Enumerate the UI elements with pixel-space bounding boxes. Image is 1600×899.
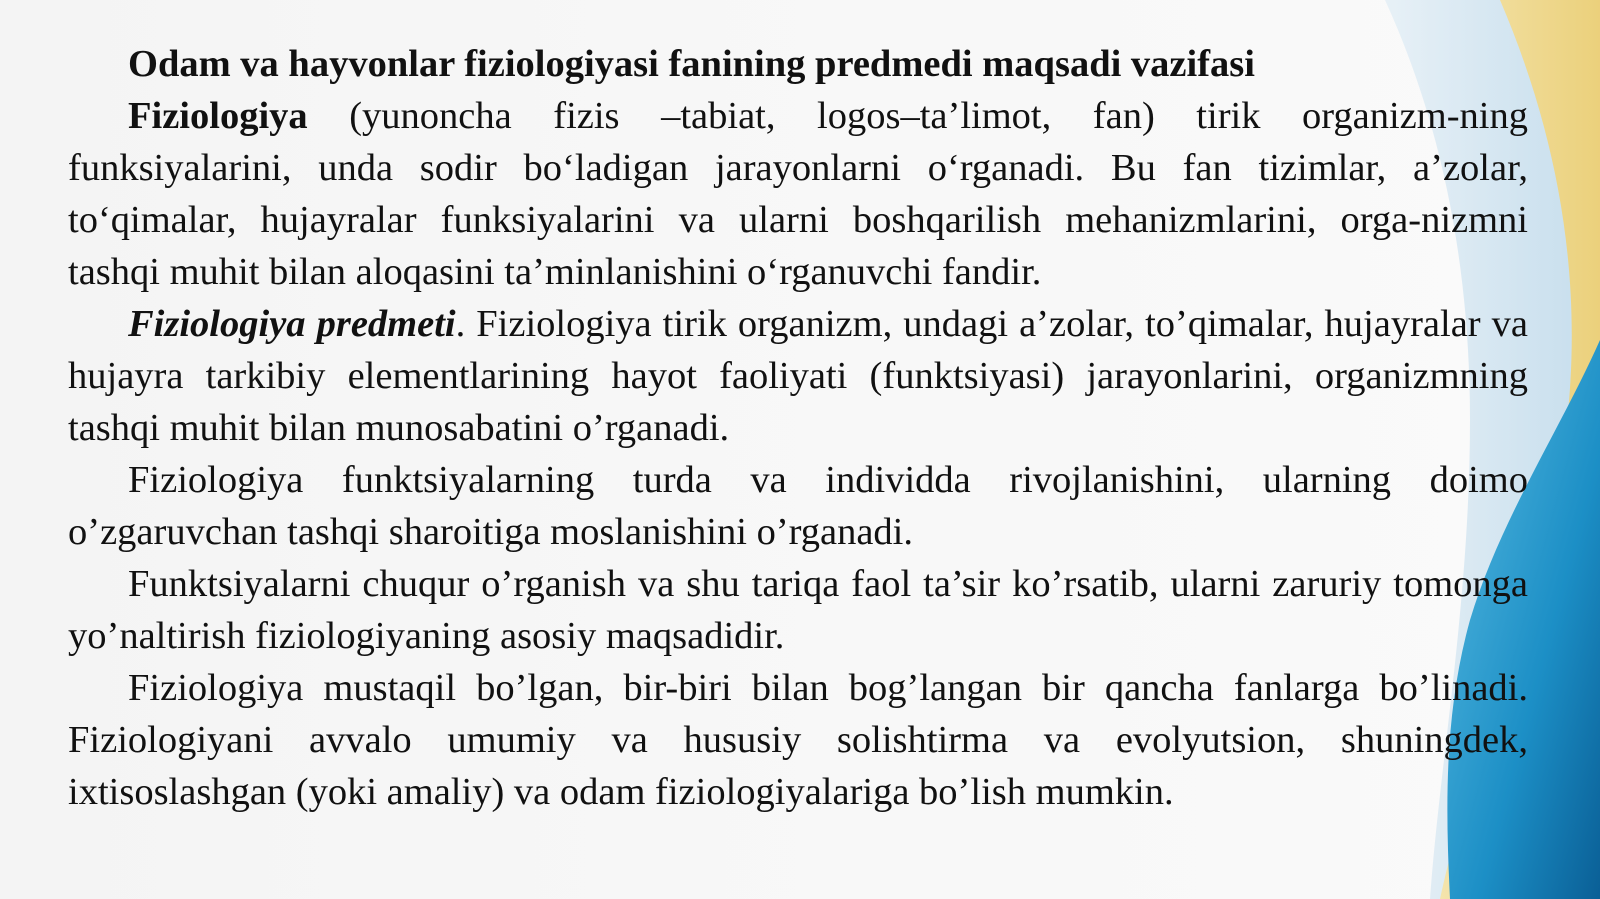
paragraph-branches: Fiziologiya mustaqil bo’lgan, bir-biri bilan bog’langan bir qancha fanlarga bo’linadi. Fiziologiyani avvalo umumiy va hususiy solishtirma va evolyutsion, shuningdek, ixtisoslashgan (yoki amaliy) va odam fiziologiyalariga bo’lish mumkin. — [68, 667, 1528, 813]
paragraph-subject-text: . Fiziologiya tirik organizm, undagi a’zolar, to’qimalar, hujayralar va hujayra tarkibiy elementlarining hayot faoliyati (funktsiyasi) jarayonlarini, organizmning tashqi muhit bilan munosabatini o’rganadi. — [68, 303, 1528, 449]
slide-title: Odam va hayvonlar fiziologiyasi fanining predmedi maqsadi vazifasi — [128, 43, 1255, 85]
paragraph-development: Fiziologiya funktsiyalarning turda va individda rivojlanishini, ularning doimo o’zgaruvchan tashqi sharoitiga moslanishini o’rganadi. — [68, 459, 1528, 553]
term-fiziologiya-predmeti: Fiziologiya predmeti — [128, 303, 456, 345]
paragraph-subject — [68, 298, 1528, 454]
paragraph-definition — [68, 90, 1528, 298]
paragraph-definition-text: (yunoncha fizis –tabiat, logos–ta’limot, fan) tirik organizm-ning funksiyalarini, unda sodir bo‘ladigan jarayonlarni o‘rganadi. Bu fan tizimlar, a’zolar, to‘qimalar, hujayralar funksiyalarini va ularni boshqarilish mehanizmlarini, orga-nizmni tashqi muhit bilan aloqasini ta’minlanishini o‘rganuvchi fandir. — [68, 95, 1528, 293]
paragraph-goal: Funktsiyalarni chuqur o’rganish va shu tariqa faol ta’sir ko’rsatib, ularni zaruriy tomonga yo’naltirish fiziologiyaning asosiy maqsadidir. — [68, 563, 1528, 657]
term-fiziologiya: Fiziologiya — [128, 95, 308, 137]
slide-text-body — [68, 38, 1528, 818]
